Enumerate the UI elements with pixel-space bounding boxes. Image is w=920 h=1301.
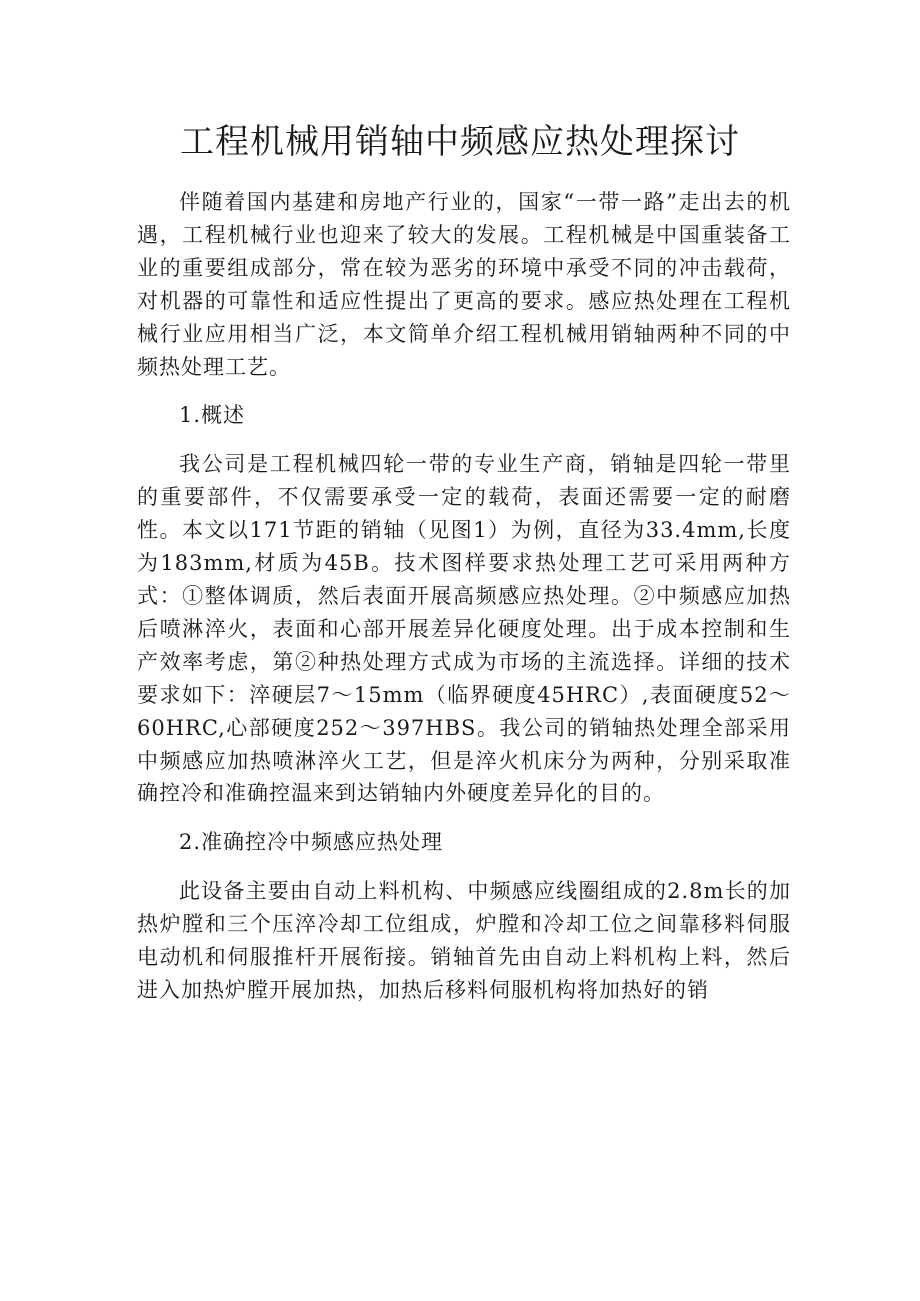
paragraph-overview: 我公司是工程机械四轮一带的专业生产商，销轴是四轮一带里的重要部件，不仅需要承受一定的载荷，表面还需要一定的耐磨性。本文以171节距的销轴（见图1）为例，直径为33.4mm,长度为183mm,材质为45B。技术图样要求热处理工艺可采用两种方式：①整体调质，然后表面开展高频感应热处理。②中频感应加热后喷淋淬火，表面和心部开展差异化硬度处理。出于成本控制和生产效率考虑，第②种热处理方式成为市场的主流选择。详细的技术要求如下：淬硬层7～15mm（临界硬度45HRC）,表面硬度52～60HRC,心部硬度252～397HBS。我公司的销轴热处理全部采用中频感应加热喷淋淬火工艺，但是淬火机床分为两种，分别采取准确控冷和准确控温来到达销轴内外硬度差异化的目的。	[137, 452, 791, 806]
document-title: 工程机械用销轴中频感应热处理探讨	[180, 122, 740, 162]
paragraph-intro: 伴随着国内基建和房地产行业的，国家“一带一路”走出去的机遇，工程机械行业也迎来了较大的发展。工程机械是中国重装备工业的重要组成部分，常在较为恶劣的环境中承受不同的冲击载荷，对机器的可靠性和适应性提出了更高的要求。感应热处理在工程机械行业应用相当广泛，本文简单介绍工程机械用销轴两种不同的中频热处理工艺。	[137, 190, 791, 379]
paragraph-cooling-control: 此设备主要由自动上料机构、中频感应线圈组成的2.8m长的加热炉膛和三个压淬冷却工位组成，炉膛和冷却工位之间靠移料伺服电动机和伺服推杆开展衔接。销轴首先由自动上料机构上料，然后进入加热炉膛开展加热，加热后移料伺服机构将加热好的销	[137, 879, 791, 1002]
document-body	[137, 186, 791, 1007]
section-heading-overview: 1.概述	[179, 403, 246, 428]
section-heading-cooling-control: 2.准确控冷中频感应热处理	[179, 830, 444, 855]
